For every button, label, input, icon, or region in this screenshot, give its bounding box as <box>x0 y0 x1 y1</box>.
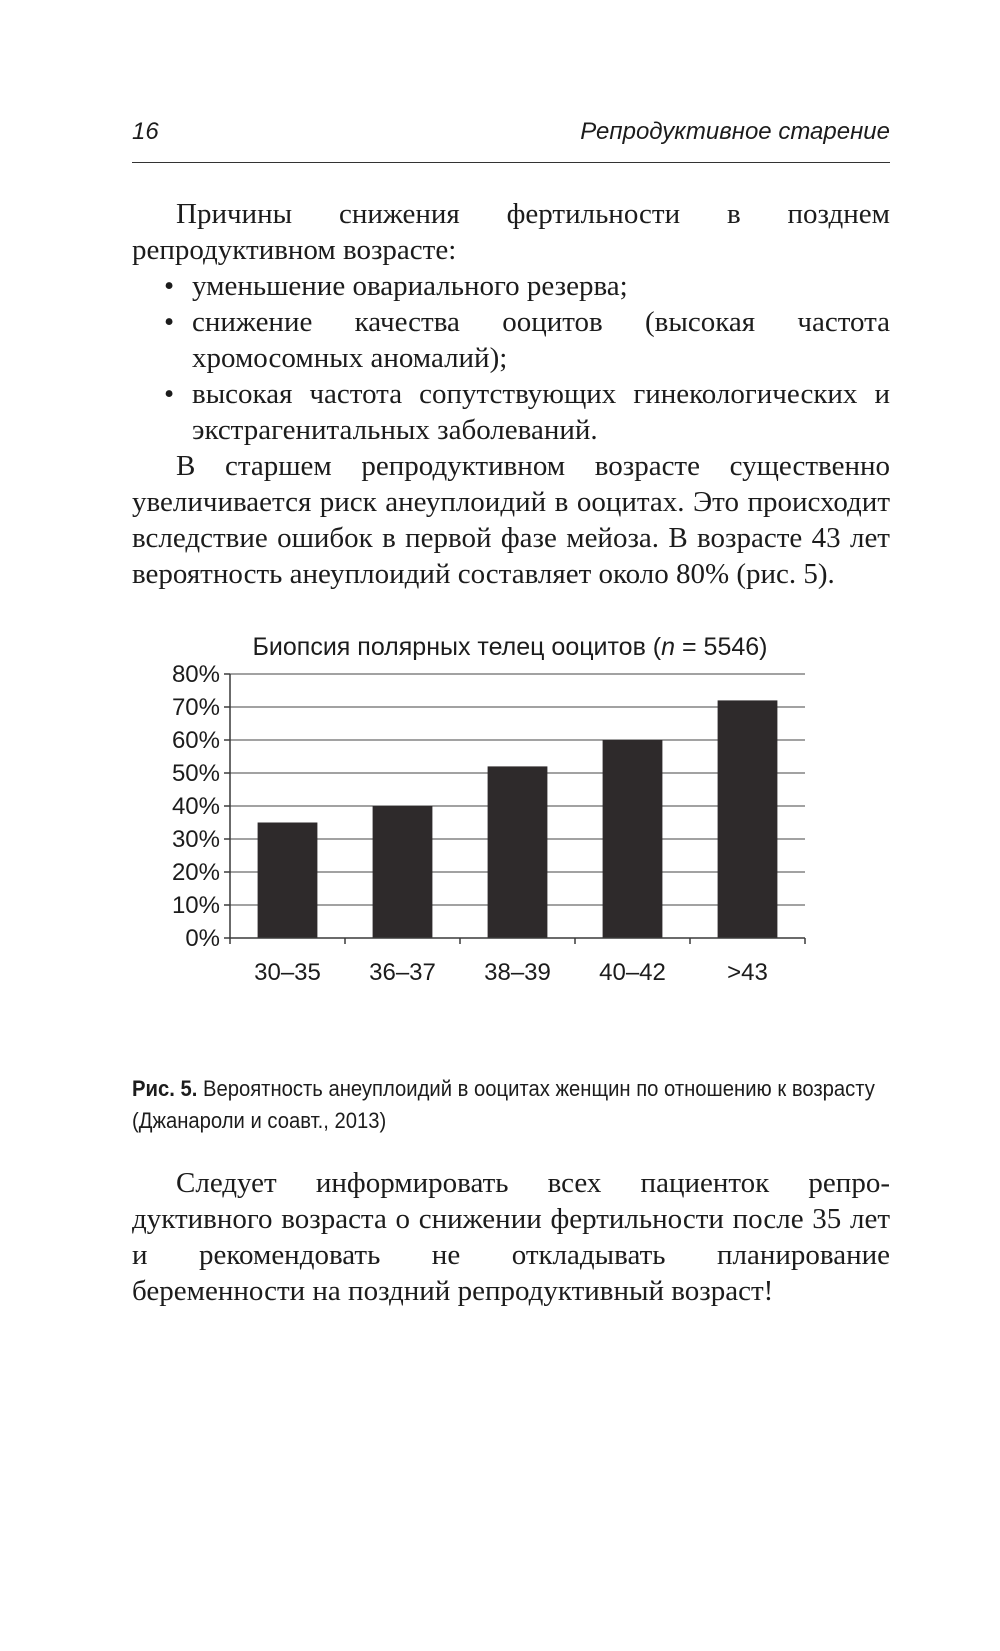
bar <box>603 740 663 938</box>
intro-paragraph: Причины снижения фертильности в позднем репродуктивном возрасте: <box>132 198 890 266</box>
causes-list <box>132 268 890 448</box>
list-item: • снижение качества ооцитов (высокая частота хромосомных аномалий); <box>132 304 890 376</box>
y-tick-label: 70% <box>171 694 220 721</box>
y-tick-label: 30% <box>171 826 220 853</box>
bars <box>258 700 778 938</box>
y-tick-label: 20% <box>171 859 220 886</box>
y-tick-label: 40% <box>171 793 220 820</box>
list-item: • высокая частота сопутствующих гинекологических и экстрагенитальных заболеваний. <box>132 376 890 448</box>
x-tick-labels <box>254 959 768 986</box>
bar <box>258 823 318 939</box>
body-text-top <box>132 196 890 592</box>
chart-title-n: n <box>661 633 676 661</box>
x-tick-label: 38–39 <box>484 959 551 986</box>
recommendation-paragraph: Следует информировать всех пациенток репродуктивного возраста о снижении фертильности после 35 лет и рекомендовать не откладывать планирование беременности на поздний репродуктивный возраст! <box>132 1167 890 1307</box>
page-header <box>132 118 890 163</box>
x-tick-label: 36–37 <box>369 959 436 986</box>
chart-title-prefix: Биопсия полярных телец ооцитов ( <box>252 633 662 661</box>
x-tick-label: 30–35 <box>254 959 321 986</box>
bar <box>718 700 778 938</box>
aneuploidy-paragraph: В старшем репродуктивном возрасте существенно увеличивается риск анеуплоидий в ооцитах. Это происходит вследствие ошибок в первой фазе мейоза. В возрасте 43 лет вероятность анеуплоидий составляет около 80% (рис. 5). <box>132 450 890 590</box>
chart-title <box>253 633 768 661</box>
caption-text: Вероятность анеуплоидий в ооцитах женщин по отношению к возрасту (Джанароли и соавт., 2013) <box>132 1076 875 1133</box>
aneuploidy-bar-chart <box>160 632 860 1052</box>
y-tick-label: 80% <box>171 661 220 688</box>
y-tick-label: 0% <box>185 925 220 952</box>
running-title: Репродуктивное старение <box>580 118 890 145</box>
y-tick-label: 50% <box>171 760 220 787</box>
bar <box>488 766 548 938</box>
caption-label: Рис. 5. <box>132 1076 198 1101</box>
chart-title-suffix: = 5546) <box>675 633 768 661</box>
body-text-bottom <box>132 1165 890 1309</box>
bar <box>373 806 433 938</box>
y-tick-labels <box>172 661 220 952</box>
x-tick-label: 40–42 <box>599 959 666 986</box>
figure-caption <box>132 1073 890 1137</box>
page-number: 16 <box>132 118 159 145</box>
y-tick-label: 10% <box>171 892 220 919</box>
x-tick-label: >43 <box>727 959 768 986</box>
list-item: • уменьшение овариального резерва; <box>132 268 890 304</box>
y-tick-label: 60% <box>171 727 220 754</box>
